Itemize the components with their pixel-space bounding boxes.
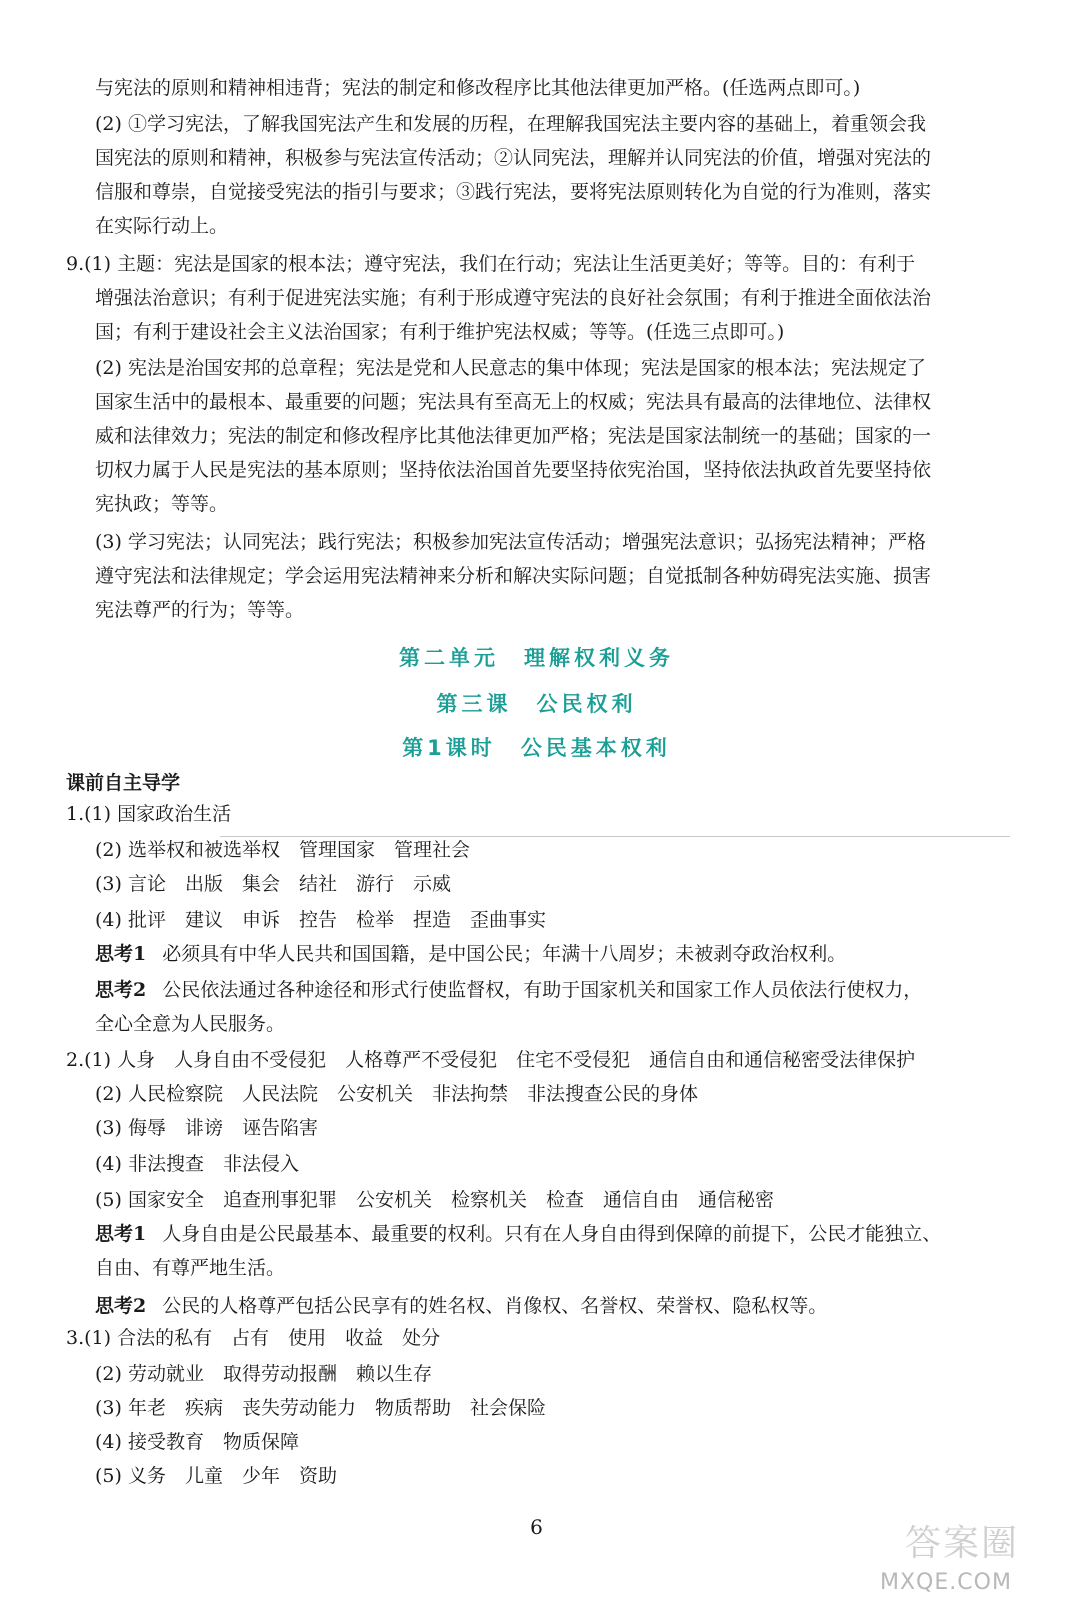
answer-8-2-line3: 信服和尊崇，自觉接受宪法的指引与要求；③践行宪法，要将宪法原则转化为自觉的行为准则，落实 (95, 181, 932, 203)
think-1-2-cont: 全心全意为人民服务。 (95, 1013, 286, 1035)
section-title: 课前自主导学 (66, 772, 181, 794)
answer-9-1-line3: 国；有利于建设社会主义法治国家；有利于维护宪法权威；等等。(任选三点即可。) (95, 321, 785, 343)
think-label: 思考2 (95, 979, 147, 1001)
think-label: 思考2 (95, 1295, 147, 1317)
think-1-1 (95, 942, 1015, 966)
think-label: 思考1 (95, 943, 147, 965)
item-2-5: (5) 国家安全 追查刑事犯罪 公安机关 检察机关 检查 通信自由 通信秘密 (95, 1189, 774, 1211)
item-3-2: (2) 劳动就业 取得劳动报酬 赖以生存 (95, 1363, 432, 1385)
answer-9-2-line5: 宪执政；等等。 (95, 493, 229, 515)
answer-9-1-line1: 9.(1) 主题：宪法是国家的根本法；遵守宪法，我们在行动；宪法让生活更美好；等等。目的：有利于 (66, 253, 916, 275)
think-label: 思考1 (95, 1223, 147, 1245)
answer-8-continuation: 与宪法的原则和精神相违背；宪法的制定和修改程序比其他法律更加严格。(任选两点即可。) (95, 77, 861, 99)
item-1-1: 1.(1) 国家政治生活 (66, 803, 232, 825)
think-text: 公民的人格尊严包括公民享有的姓名权、肖像权、名誉权、荣誉权、隐私权等。 (162, 1295, 828, 1317)
think-1-2 (95, 978, 1015, 1002)
item-1-3: (3) 言论 出版 集会 结社 游行 示威 (95, 873, 451, 895)
think-text: 必须具有中华人民共和国国籍，是中国公民；年满十八周岁；未被剥夺政治权利。 (162, 943, 847, 965)
unit-heading: 第二单元 理解权利义务 (399, 646, 674, 670)
item-3-1: 3.(1) 合法的私有 占有 使用 收益 处分 (66, 1327, 441, 1349)
scan-rule-divider (220, 836, 1010, 837)
answer-9-1-line2: 增强法治意识；有利于促进宪法实施；有利于形成遵守宪法的良好社会氛围；有利于推进全面依法治 (95, 287, 932, 309)
think-text: 公民依法通过各种途径和形式行使监督权，有助于国家机关和国家工作人员依法行使权力， (162, 979, 923, 1001)
item-2-1: 2.(1) 人身 人身自由不受侵犯 人格尊严不受侵犯 住宅不受侵犯 通信自由和通信秘密受法律保护 (66, 1049, 916, 1071)
item-1-2: (2) 选举权和被选举权 管理国家 管理社会 (95, 839, 470, 861)
think-2-2 (95, 1294, 1015, 1318)
page-number: 6 (530, 1515, 543, 1539)
answer-9-2-line3: 威和法律效力；宪法的制定和修改程序比其他法律更加严格；宪法是国家法制统一的基础；国家的一 (95, 425, 932, 447)
answer-9-2-line1: (2) 宪法是治国安邦的总章程；宪法是党和人民意志的集中体现；宪法是国家的根本法；宪法规定了 (95, 357, 926, 379)
item-3-3: (3) 年老 疾病 丧失劳动能力 物质帮助 社会保险 (95, 1397, 546, 1419)
answer-9-3-line1: (3) 学习宪法；认同宪法；践行宪法；积极参加宪法宣传活动；增强宪法意识；弘扬宪法精神；严格 (95, 531, 926, 553)
item-1-4: (4) 批评 建议 申诉 控告 检举 捏造 歪曲事实 (95, 909, 546, 931)
think-2-1 (95, 1222, 1015, 1246)
period-heading: 第1课时 公民基本权利 (402, 736, 671, 760)
answer-9-3-line3: 宪法尊严的行为；等等。 (95, 599, 305, 621)
item-2-2: (2) 人民检察院 人民法院 公安机关 非法拘禁 非法搜查公民的身体 (95, 1083, 698, 1105)
answer-9-2-line4: 切权力属于人民是宪法的基本原则；坚持依法治国首先要坚持依宪治国，坚持依法执政首先要坚持依 (95, 459, 932, 481)
answer-8-2-line2: 国宪法的原则和精神，积极参与宪法宣传活动；②认同宪法，理解并认同宪法的价值，增强对宪法的 (95, 147, 932, 169)
answer-8-2-line4: 在实际行动上。 (95, 215, 229, 237)
watermark-logo: 答案圈 (905, 1523, 1020, 1564)
watermark-site: MXQE.COM (880, 1570, 1012, 1595)
item-2-3: (3) 侮辱 诽谤 诬告陷害 (95, 1117, 318, 1139)
item-2-4: (4) 非法搜查 非法侵入 (95, 1153, 299, 1175)
think-text: 人身自由是公民最基本、最重要的权利。只有在人身自由得到保障的前提下，公民才能独立、 (162, 1223, 942, 1245)
answer-9-3-line2: 遵守宪法和法律规定；学会运用宪法精神来分析和解决实际问题；自觉抵制各种妨碍宪法实施、损害 (95, 565, 932, 587)
think-2-1-cont: 自由、有尊严地生活。 (95, 1257, 286, 1279)
answer-9-2-line2: 国家生活中的最根本、最重要的问题；宪法具有至高无上的权威；宪法具有最高的法律地位、法律权 (95, 391, 932, 413)
item-3-5: (5) 义务 儿童 少年 资助 (95, 1465, 337, 1487)
answer-8-2-line1: (2) ①学习宪法，了解我国宪法产生和发展的历程，在理解我国宪法主要内容的基础上，着重领会我 (95, 113, 926, 135)
lesson-heading: 第三课 公民权利 (436, 692, 637, 716)
item-3-4: (4) 接受教育 物质保障 (95, 1431, 299, 1453)
